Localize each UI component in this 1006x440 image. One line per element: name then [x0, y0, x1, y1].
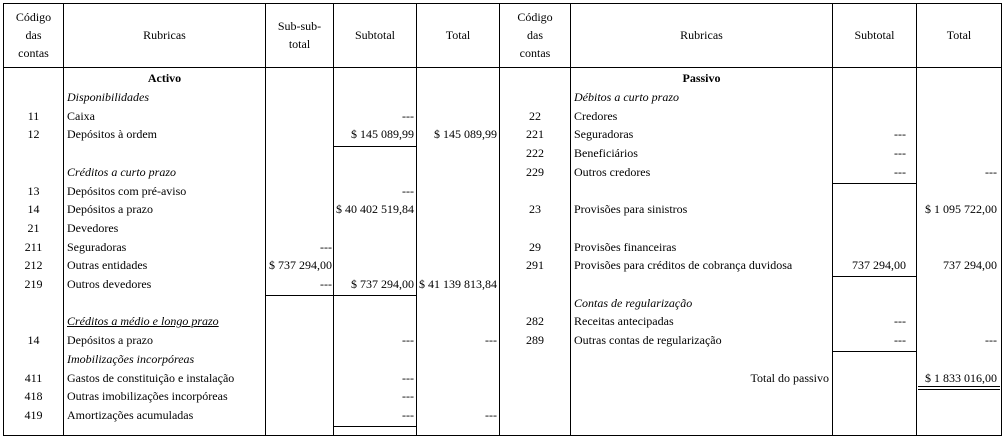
account-label: Devedores	[67, 221, 119, 235]
account-code: 22	[529, 109, 541, 123]
account-code	[4, 312, 63, 330]
account-code	[500, 406, 570, 424]
subtotal-value	[334, 256, 416, 274]
account-code	[500, 350, 570, 368]
account-code: 23	[529, 202, 541, 216]
subtotal-value	[334, 238, 416, 256]
total-value	[417, 256, 499, 274]
header-subsubtotal: Sub-sub-total	[277, 18, 322, 51]
account-label: Créditos a curto prazo	[67, 165, 177, 179]
total-value	[917, 294, 1001, 312]
subtotal-value	[833, 88, 916, 106]
account-code: 222	[526, 146, 544, 160]
subtotal-value	[833, 200, 916, 218]
header-subtotal-right: Subtotal	[854, 27, 895, 42]
account-code	[500, 369, 570, 387]
total-value	[417, 219, 499, 237]
total-value	[417, 107, 499, 125]
subsubtotal-value	[266, 294, 333, 312]
account-code	[4, 163, 63, 181]
account-label: Receitas antecipadas	[574, 314, 674, 328]
account-code	[4, 88, 63, 106]
subsubtotal-value	[266, 88, 333, 106]
account-code	[500, 182, 570, 200]
total-value	[917, 387, 1001, 405]
header-rubricas-left: Rubricas	[143, 27, 186, 42]
total-value: $ 1 095 722,00	[925, 202, 997, 216]
account-label	[571, 387, 832, 405]
subtotal-value: ---	[402, 371, 414, 385]
subtotal-value	[833, 238, 916, 256]
subtotal-value: 737 294,00	[852, 258, 906, 272]
account-code: 14	[27, 202, 40, 216]
account-label: Credores	[574, 109, 618, 123]
account-label: Disponibilidades	[67, 90, 150, 104]
total-value	[417, 88, 499, 106]
total-value: ---	[485, 333, 497, 347]
account-code: 29	[529, 240, 541, 254]
table-bottom-border	[3, 435, 1002, 436]
subsubtotal-value: $ 737 294,00	[269, 258, 332, 272]
header-rubricas-right: Rubricas	[680, 27, 723, 42]
account-code: 291	[526, 258, 544, 272]
account-code	[500, 275, 570, 293]
subsubtotal-value	[266, 200, 333, 218]
account-code: 13	[27, 184, 40, 198]
account-label: Débitos a curto prazo	[574, 90, 679, 104]
subtotal-value: $ 737 294,00	[351, 277, 414, 291]
subtotal-value	[334, 144, 416, 162]
subsubtotal-value: ---	[320, 277, 332, 291]
account-code	[500, 294, 570, 312]
account-code: 418	[24, 389, 43, 403]
total-value: 737 294,00	[943, 258, 997, 272]
account-label: Outras contas de regularização	[574, 333, 722, 347]
total-value: $ 41 139 813,84	[419, 277, 497, 291]
total-value	[417, 312, 499, 330]
subtotal-value: ---	[402, 389, 414, 403]
subtotal-value	[334, 350, 416, 368]
account-label: Depósitos à ordem	[67, 127, 157, 141]
subtotal-value	[334, 219, 416, 237]
account-label: Provisões financeiras	[574, 240, 677, 254]
total-value	[417, 350, 499, 368]
subtotal-value	[833, 275, 916, 293]
account-code: 419	[24, 408, 43, 422]
account-label: Caixa	[67, 109, 95, 123]
total-value	[917, 182, 1001, 200]
account-label: Outras imobilizações incorpóreas	[67, 389, 228, 403]
total-value	[917, 275, 1001, 293]
account-code: 289	[526, 333, 544, 347]
account-code: 14	[27, 333, 40, 347]
subtotal-value	[334, 294, 416, 312]
subtotal-value	[833, 107, 916, 125]
total-value	[417, 182, 499, 200]
subtotal-value	[833, 294, 916, 312]
total-value	[917, 406, 1001, 424]
subtotal-value	[334, 312, 416, 330]
account-code	[4, 350, 63, 368]
header-codigo-right: Código das contas	[517, 9, 553, 60]
subtotal-value: ---	[894, 314, 906, 328]
total-value	[417, 163, 499, 181]
account-code: 21	[27, 221, 40, 235]
account-code: 211	[24, 240, 43, 254]
total-value: $ 1 833 016,00	[925, 371, 997, 385]
total-value	[917, 238, 1001, 256]
account-label	[64, 144, 265, 162]
subsubtotal-value	[266, 107, 333, 125]
header-subtotal-left: Subtotal	[354, 27, 395, 42]
account-label	[64, 294, 265, 312]
subtotal-value: ---	[894, 127, 906, 141]
account-label: Imobilizações incorpóreas	[67, 352, 195, 366]
subsubtotal-value: ---	[320, 240, 332, 254]
col-line	[1001, 3, 1002, 435]
account-code: 11	[27, 109, 40, 123]
subtotal-value: ---	[402, 408, 414, 422]
total-value	[417, 144, 499, 162]
subtotal-value: ---	[402, 333, 414, 347]
account-label: Créditos a médio e longo prazo	[67, 314, 219, 328]
account-code	[500, 387, 570, 405]
account-label: Gastos de constituição e instalação	[67, 371, 235, 385]
total-value	[917, 219, 1001, 237]
account-code: 12	[27, 127, 40, 141]
subsubtotal-value	[266, 406, 333, 424]
subtotal-value: $ 145 089,99	[351, 127, 414, 141]
subtotal-value: $ 40 402 519,84	[336, 202, 414, 216]
subtotal-value	[334, 88, 416, 106]
account-code: 212	[24, 258, 43, 272]
subsubtotal-value	[266, 125, 333, 143]
header-separator	[3, 67, 1002, 68]
account-label: Outros devedores	[67, 277, 152, 291]
subtotal-value	[334, 163, 416, 181]
subtotal-value	[833, 219, 916, 237]
account-label: Contas de regularização	[574, 296, 693, 310]
subtotal-value	[833, 406, 916, 424]
account-label	[571, 219, 832, 237]
account-code	[500, 88, 570, 106]
account-code: 282	[526, 314, 544, 328]
subtotal-value	[833, 369, 916, 387]
account-label: Seguradoras	[574, 127, 634, 141]
account-label: Beneficiários	[574, 146, 638, 160]
total-value	[417, 369, 499, 387]
account-label	[571, 275, 832, 293]
account-label: Depósitos a prazo	[67, 333, 153, 347]
account-label	[571, 350, 832, 368]
total-value	[917, 144, 1001, 162]
subsubtotal-value	[266, 144, 333, 162]
subsubtotal-value	[266, 312, 333, 330]
account-code	[500, 219, 570, 237]
account-label: Outros credores	[574, 165, 651, 179]
subtotal-value: ---	[894, 333, 906, 347]
account-label: Provisões para sinistros	[574, 202, 688, 216]
total-value	[417, 200, 499, 218]
subtotal-value: ---	[402, 184, 414, 198]
account-label: Depósitos com pré-aviso	[67, 184, 187, 198]
subsubtotal-value	[266, 182, 333, 200]
account-label: Depósitos a prazo	[67, 202, 153, 216]
header-total-right: Total	[946, 27, 972, 42]
subtotal-value: ---	[894, 165, 906, 179]
account-label: Seguradoras	[67, 240, 127, 254]
header-codigo-left: Código das contas	[15, 9, 52, 60]
total-value: ---	[985, 333, 997, 347]
subtotal-value	[833, 387, 916, 405]
section-title-passivo: Passivo	[682, 71, 721, 85]
total-value: $ 145 089,99	[434, 127, 497, 141]
account-label: Total do passivo	[750, 371, 829, 385]
account-label	[571, 406, 832, 424]
account-label: Amortizações acumuladas	[67, 408, 194, 422]
total-value: ---	[985, 165, 997, 179]
total-value	[917, 350, 1001, 368]
subsubtotal-value	[266, 163, 333, 181]
subsubtotal-value	[266, 219, 333, 237]
subsubtotal-value	[266, 350, 333, 368]
total-value	[917, 125, 1001, 143]
total-value: ---	[485, 408, 497, 422]
account-code: 411	[24, 371, 43, 385]
account-code	[4, 144, 63, 162]
section-title-activo: Activo	[147, 71, 182, 85]
account-label	[571, 182, 832, 200]
account-code: 219	[24, 277, 43, 291]
total-value	[917, 312, 1001, 330]
subtotal-value: ---	[894, 146, 906, 160]
subtotal-value: ---	[402, 109, 414, 123]
subtotal-value	[833, 182, 916, 200]
subtotal-rule	[333, 426, 416, 427]
subsubtotal-value	[266, 369, 333, 387]
total-value	[917, 88, 1001, 106]
total-value	[917, 107, 1001, 125]
subsubtotal-value	[266, 387, 333, 405]
account-label: Provisões para créditos de cobrança duvidosa	[574, 258, 793, 272]
account-code: 221	[526, 127, 544, 141]
header-total-left: Total	[445, 27, 471, 42]
subtotal-value	[833, 350, 916, 368]
total-value	[417, 294, 499, 312]
account-code: 229	[526, 165, 544, 179]
total-value	[417, 238, 499, 256]
subsubtotal-value	[266, 331, 333, 349]
account-label: Outras entidades	[67, 258, 148, 272]
account-code	[4, 294, 63, 312]
total-value	[417, 387, 499, 405]
